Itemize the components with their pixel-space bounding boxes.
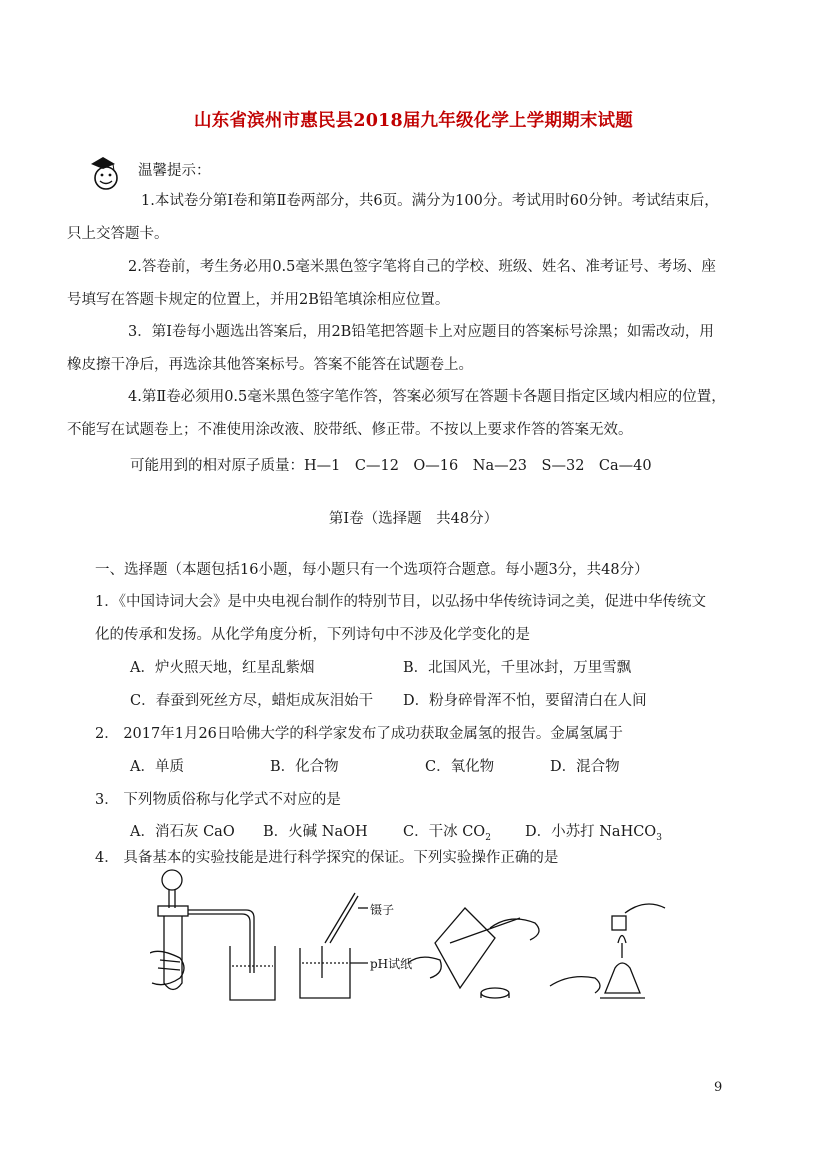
- gas-tightness-apparatus: [150, 870, 275, 1000]
- q1-option-a: A．炉火照天地，红星乱紫烟: [130, 660, 315, 676]
- q2-option-b: B．化合物: [270, 759, 339, 775]
- ph-test-apparatus: [300, 893, 368, 998]
- q1-option-d: D．粉身碎骨浑不怕，要留清白在人间: [403, 693, 647, 709]
- question-1-stem: 1．《中国诗词大会》是中央电视台制作的特别节目，以弘扬中华传统诗词之美，促进中华传统文: [95, 594, 706, 610]
- q2-option-d: D．混合物: [550, 759, 620, 775]
- question-2-stem: 2． 2017年1月26日哈佛大学的科学家发布了成功获取金属氢的报告。金属氢属于: [95, 726, 623, 742]
- q3-option-d: D．小苏打 NaHCO$_3$: [525, 824, 662, 843]
- atomic-mass-line: 可能用到的相对原子质量：H—1 C—12 O—16 Na—23 S—32 Ca—40: [130, 458, 652, 474]
- q2-option-c: C．氧化物: [425, 759, 495, 775]
- question-3-stem: 3． 下列物质俗称与化学式不对应的是: [95, 792, 341, 808]
- q1-option-b: B．北国风光，千里冰封，万里雪飘: [403, 660, 632, 676]
- tip-item-4: 4.第Ⅱ卷必须用0.5毫米黑色签字笔作答，答案必须写在答题卡各题目指定区域内相应的位置， 不能写在试题卷上；不准使用涂改液、胶带纸、修正带。不按以上要求作答的答案无效。: [67, 389, 726, 438]
- q2-option-a: A．单质: [130, 759, 184, 775]
- tip-item-3: 3．第Ⅰ卷每小题选出答案后，用2B铅笔把答题卡上对应题目的答案标号涂黑；如需改动，用 橡皮擦干净后，再选涂其他答案标号。答案不能答在试题卷上。: [67, 324, 714, 373]
- q3-option-a: A．消石灰 CaO: [130, 824, 235, 840]
- tip-item-1: 1.本试卷分第Ⅰ卷和第Ⅱ卷两部分，共6页。满分为100分。考试用时60分钟。考试结束后， 只上交答题卡。: [67, 193, 719, 242]
- tip-item-2: 2.答卷前，考生务必用0.5毫米黑色签字笔将自己的学校、班级、姓名、准考证号、考场、座 号填写在答题卡规定的位置上，并用2B铅笔填涂相应位置。: [67, 259, 716, 308]
- tweezers-label: 镊子: [370, 903, 395, 917]
- question-1-stem-cont: 化的传承和发扬。从化学角度分析，下列诗句中不涉及化学变化的是: [95, 627, 530, 643]
- exam-title: 山东省滨州市惠民县2018届九年级化学上学期期末试题: [194, 111, 633, 131]
- q3-option-c: C．干冰 $CO_2$: [403, 824, 491, 843]
- tip-label: 温馨提示：: [138, 163, 211, 179]
- q3-option-b: B．火碱 NaOH: [263, 824, 368, 840]
- section-heading: 第Ⅰ卷（选择题 共48分）: [328, 511, 499, 527]
- question-4-stem: 4． 具备基本的实验技能是进行科学探究的保证。下列实验操作正确的是: [95, 850, 559, 866]
- page-number: 9: [714, 1080, 723, 1095]
- solid-sampling-apparatus: [408, 908, 539, 998]
- experiment-figure: [150, 868, 670, 1008]
- ph-paper-label: pH试纸: [370, 957, 413, 971]
- q1-option-c: C．春蚕到死丝方尽，蜡炬成灰泪始干: [130, 693, 374, 709]
- alcohol-lamp-apparatus: [550, 904, 665, 998]
- part-intro: 一、选择题（本题包括16小题，每小题只有一个选项符合题意。每小题3分，共48分）: [95, 562, 649, 578]
